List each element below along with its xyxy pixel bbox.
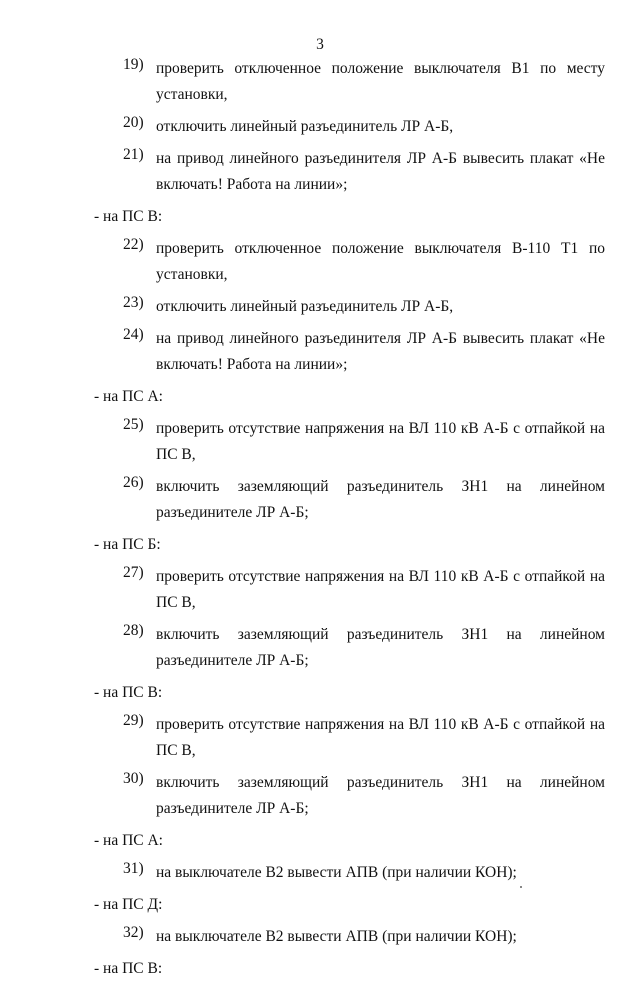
list-item <box>123 294 605 320</box>
list-item-text-line: установки, <box>156 266 228 283</box>
list-item-number: 22) <box>123 236 144 253</box>
list-item-text-line: включить заземляющий разъединитель ЗН1 на линейном <box>156 626 605 643</box>
document-body <box>0 50 640 982</box>
list-item-number: 24) <box>123 326 144 343</box>
list-item-text-line: проверить отсутствие напряжения на ВЛ 110 кВ А-Б с отпайкой на <box>156 716 605 733</box>
list-item-text-line: установки, <box>156 86 228 103</box>
list-item <box>123 860 605 886</box>
list-item <box>123 622 605 674</box>
list-item <box>123 924 605 950</box>
list-item <box>123 114 605 140</box>
list-item <box>123 56 605 108</box>
list-item <box>123 770 605 822</box>
list-item-text-line: ПС В, <box>156 594 196 611</box>
list-item-text-line: на привод линейного разъединителя ЛР А-Б вывесить плакат «Не <box>156 330 605 347</box>
list-item-number: 32) <box>123 924 144 941</box>
list-item <box>123 416 605 468</box>
list-item-text-line: включить заземляющий разъединитель ЗН1 на линейном <box>156 478 605 495</box>
list-item-number: 23) <box>123 294 144 311</box>
list-item-number: 28) <box>123 622 144 639</box>
list-item-text-line: включить заземляющий разъединитель ЗН1 на линейном <box>156 774 605 791</box>
list-item <box>123 564 605 616</box>
scan-speck <box>520 886 522 888</box>
list-item-text-line: на выключателе В2 вывести АПВ (при наличии КОН); <box>156 928 517 945</box>
list-item-number: 31) <box>123 860 144 877</box>
list-item-text-line: ПС В, <box>156 446 196 463</box>
page-number: 3 <box>316 36 324 53</box>
list-item-text-line: включать! Работа на линии»; <box>156 176 348 193</box>
list-item-number: 21) <box>123 146 144 163</box>
list-item-number: 29) <box>123 712 144 729</box>
list-item-text-line: разъединителе ЛР А-Б; <box>156 652 309 669</box>
section-heading: - на ПС В: <box>94 960 163 977</box>
list-item <box>123 146 605 198</box>
list-item-text-line: проверить отсутствие напряжения на ВЛ 110 кВ А-Б с отпайкой на <box>156 420 605 437</box>
list-item <box>123 474 605 526</box>
list-item-text-line: проверить отключенное положение выключателя В1 по месту <box>156 60 605 77</box>
section-heading: - на ПС Д: <box>94 896 163 913</box>
list-item-text-line: на привод линейного разъединителя ЛР А-Б вывесить плакат «Не <box>156 150 605 167</box>
list-item <box>123 712 605 764</box>
list-item-text-line: разъединителе ЛР А-Б; <box>156 800 309 817</box>
list-item-number: 30) <box>123 770 144 787</box>
list-item-text-line: отключить линейный разъединитель ЛР А-Б, <box>156 118 454 135</box>
list-item-number: 25) <box>123 416 144 433</box>
list-item-text-line: разъединителе ЛР А-Б; <box>156 504 309 521</box>
list-item-text-line: включать! Работа на линии»; <box>156 356 348 373</box>
list-item <box>123 326 605 378</box>
list-item-text-line: отключить линейный разъединитель ЛР А-Б, <box>156 298 454 315</box>
list-item <box>123 236 605 288</box>
list-item-number: 20) <box>123 114 144 131</box>
list-item-number: 27) <box>123 564 144 581</box>
list-item-number: 26) <box>123 474 144 491</box>
section-heading: - на ПС А: <box>94 832 163 849</box>
section-heading: - на ПС Б: <box>94 536 161 553</box>
section-heading: - на ПС В: <box>94 684 163 701</box>
list-item-number: 19) <box>123 56 144 73</box>
list-item-text-line: ПС В, <box>156 742 196 759</box>
section-heading: - на ПС А: <box>94 388 163 405</box>
list-item-text-line: на выключателе В2 вывести АПВ (при наличии КОН); <box>156 864 517 881</box>
section-heading: - на ПС В: <box>94 208 163 225</box>
list-item-text-line: проверить отсутствие напряжения на ВЛ 110 кВ А-Б с отпайкой на <box>156 568 605 585</box>
list-item-text-line: проверить отключенное положение выключателя В-110 Т1 по <box>156 240 605 257</box>
